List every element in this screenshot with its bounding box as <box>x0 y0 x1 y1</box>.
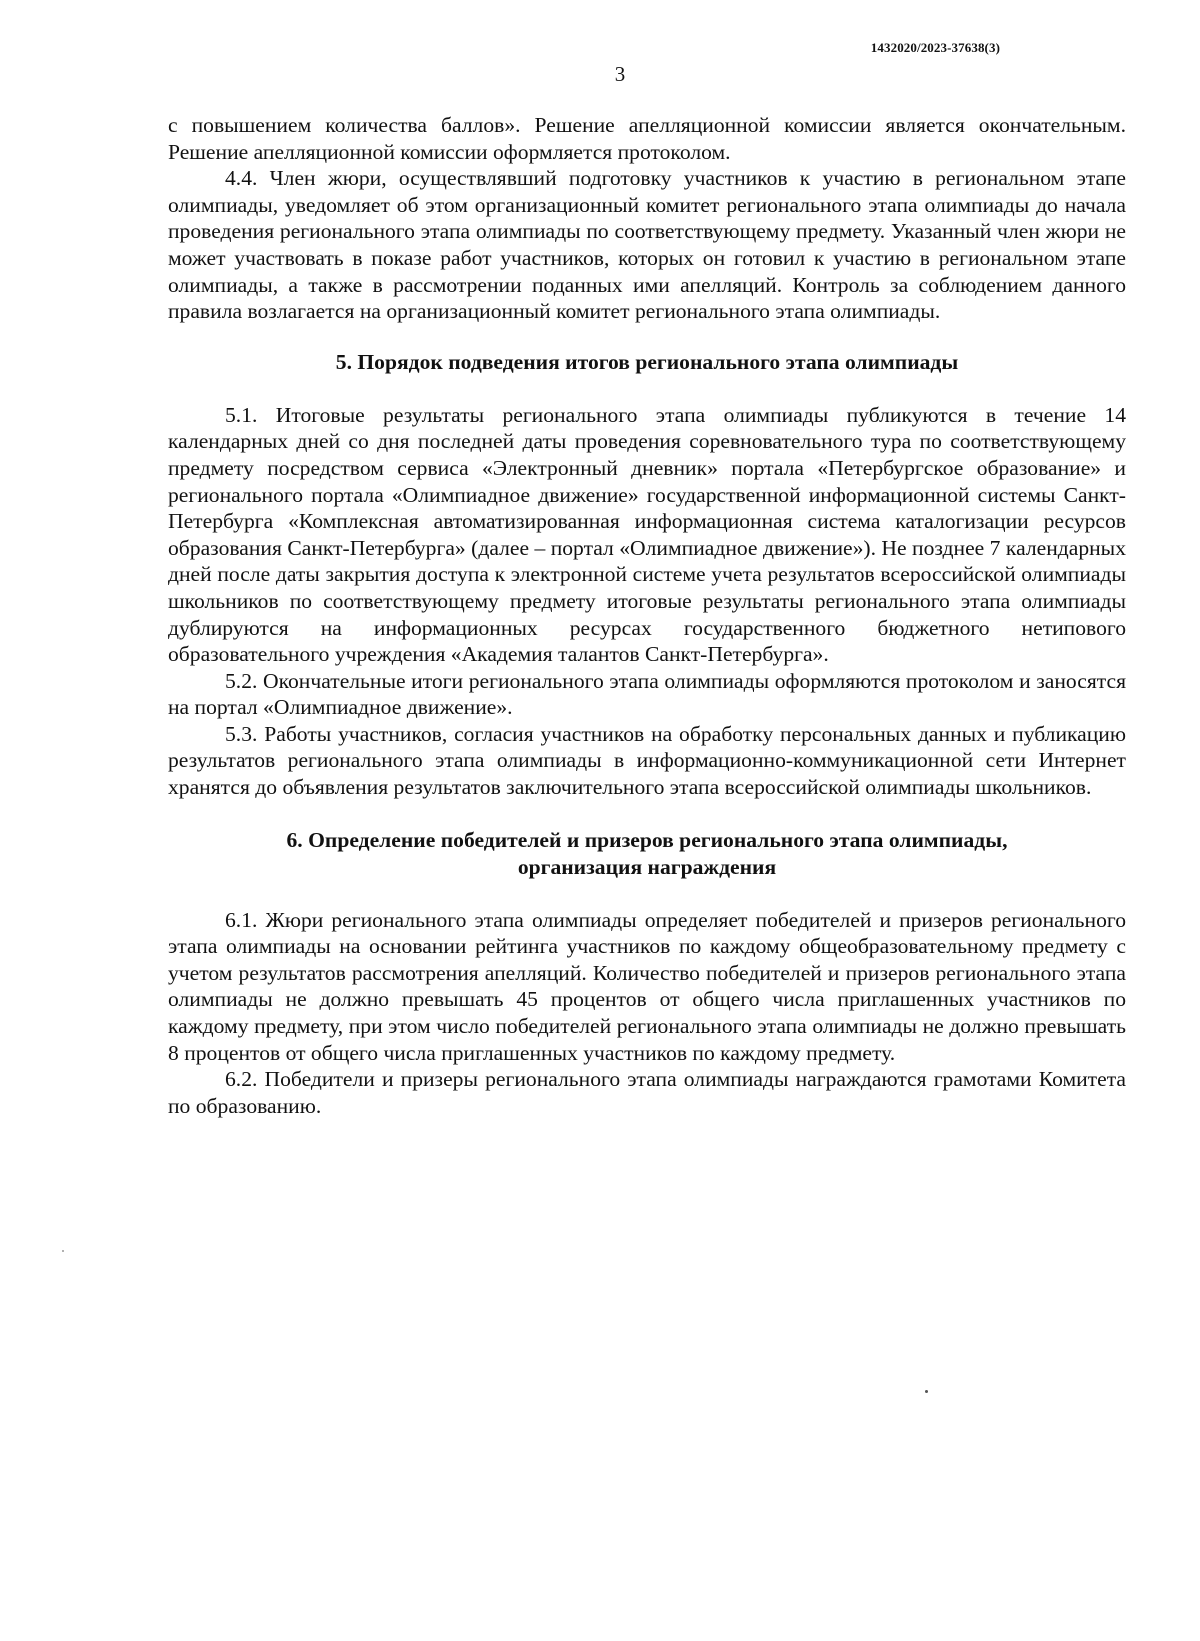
scan-speck <box>62 1250 64 1252</box>
paragraph-6-1: 6.1. Жюри регионального этапа олимпиады определяет победителей и призеров регионального этапа олимпиады на основании рейтинга участников по каждому общеобразовательному предмету с учетом результатов рассмотрения апелляций. Количество победителей и призеров регионального этапа олимпиады не должно превышать 45 процентов от общего числа приглашенных участников по каждому предмету, при этом число победителей регионального этапа олимпиады не должно превышать 8 процентов от общего числа приглашенных участников по каждому предмету. <box>168 907 1126 1065</box>
paragraph-5-3: 5.3. Работы участников, согласия участников на обработку персональных данных и публикацию результатов регионального этапа олимпиады в информационно-коммуникационной сети Интернет хранятся до объявления результатов заключительного этапа всероссийской олимпиады школьников. <box>168 721 1126 800</box>
paragraph-6-2: 6.2. Победители и призеры регионального этапа олимпиады награждаются грамотами Комитета по образованию. <box>168 1067 1126 1118</box>
page-number: 3 <box>614 62 626 86</box>
section-6-heading <box>168 827 1126 881</box>
document-id: 1432020/2023-37638(3) <box>870 40 1000 55</box>
section-6-heading-line-2: организация награждения <box>517 854 777 879</box>
paragraph-5-2: 5.2. Окончательные итоги регионального этапа олимпиады оформляются протоколом и заносятся на портал «Олимпиадное движение». <box>168 668 1126 720</box>
paragraph-4-4: 4.4. Член жюри, осуществлявший подготовку участников к участию в региональном этапе олимпиады, уведомляет об этом организационный комитет регионального этапа олимпиады до начала проведения регионального этапа олимпиады по соответствующему предмету. Указанный член жюри не может участвовать в показе работ участников, которых он готовил к участию в региональном этапе олимпиады, а также в рассмотрении поданных ими апелляций. Контроль за соблюдением данного правила возлагается на организационный комитет регионального этапа олимпиады. <box>168 166 1126 324</box>
section-6-heading-line-1: 6. Определение победителей и призеров регионального этапа олимпиады, <box>286 827 1008 852</box>
section-5-heading: 5. Порядок подведения итогов регионального этапа олимпиады <box>335 349 959 374</box>
paragraph-5-1: 5.1. Итоговые результаты регионального этапа олимпиады публикуются в течение 14 календарных дней со дня последней даты проведения соревновательного тура по соответствующему предмету посредством сервиса «Электронный дневник» портала «Петербургское образование» и регионального портала «Олимпиадное движение» государственной информационной системы Санкт-Петербурга «Комплексная автоматизированная информационная система каталогизации ресурсов образования Санкт-Петербурга» (далее – портал «Олимпиадное движение»). Не позднее 7 календарных дней после даты закрытия доступа к электронной системе учета результатов всероссийской олимпиады школьников по соответствующему предмету итоговые результаты регионального этапа олимпиады дублируются на информационных ресурсах государственного бюджетного нетипового образовательного учреждения «Академия талантов Санкт-Петербурга». <box>168 402 1126 667</box>
paragraph-continuation: с повышением количества баллов». Решение апелляционной комиссии является окончательным. Решение апелляционной комиссии оформляется протоколом. <box>168 113 1126 164</box>
document-body <box>168 112 1126 1119</box>
scan-speck <box>925 1390 928 1393</box>
